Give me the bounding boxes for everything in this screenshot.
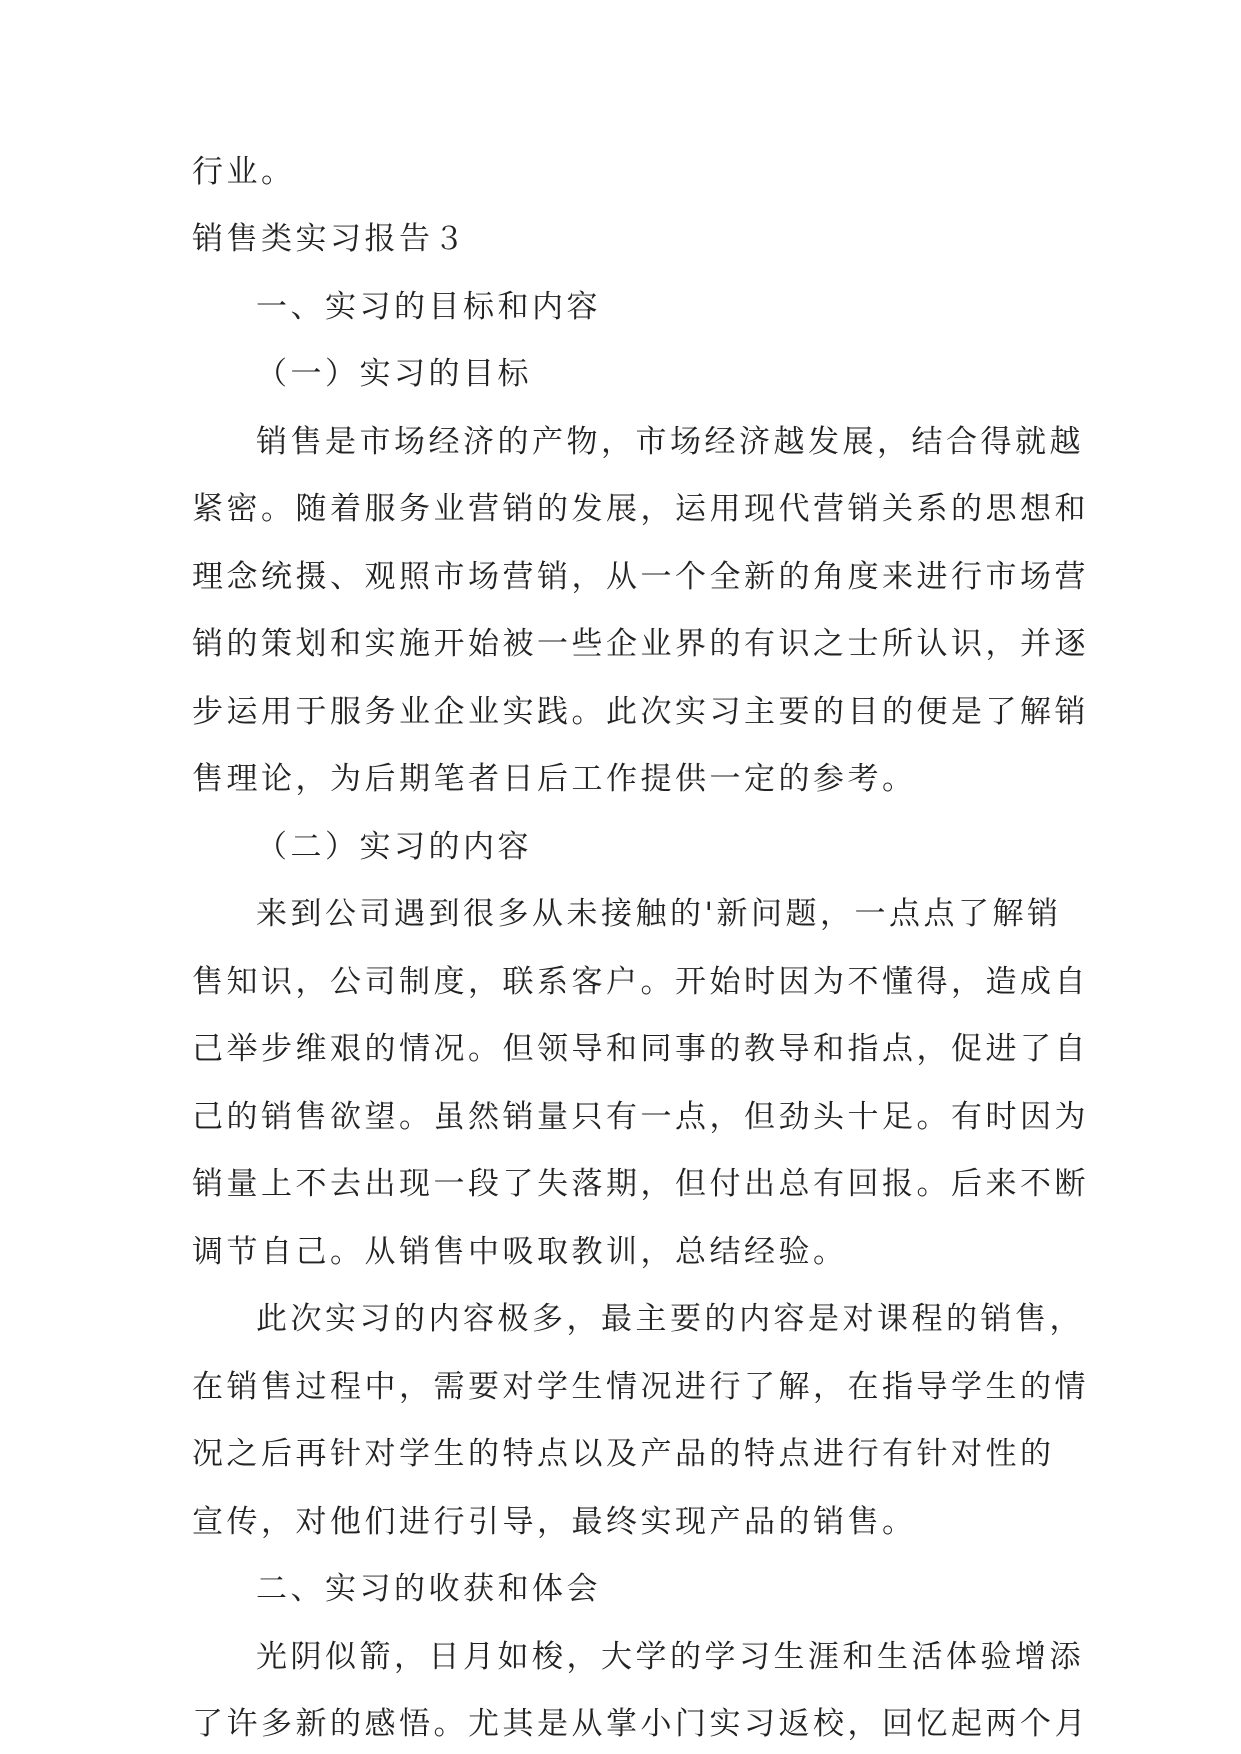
section-heading: 一、实习的目标和内容 — [256, 289, 601, 325]
report-title: 销售类实习报告３ — [192, 221, 468, 257]
section-heading: 二、实习的收获和体会 — [256, 1571, 601, 1607]
paragraph-line: 在销售过程中，需要对学生情况进行了解，在指导学生的情 — [192, 1369, 1089, 1405]
subsection-heading: （一）实习的目标 — [256, 356, 532, 392]
subsection-heading: （二）实习的内容 — [256, 829, 532, 865]
paragraph-line: 宣传，对他们进行引导，最终实现产品的销售。 — [192, 1504, 917, 1540]
paragraph-line: 光阴似箭，日月如梭，大学的学习生涯和生活体验增添 — [256, 1639, 1084, 1675]
paragraph-line: 己举步维艰的情况。但领导和同事的教导和指点，促进了自 — [192, 1031, 1089, 1067]
paragraph-line: 售理论，为后期笔者日后工作提供一定的参考。 — [192, 761, 917, 797]
text-line: 行业。 — [192, 154, 296, 190]
paragraph-line: 了许多新的感悟。尤其是从掌小门实习返校，回忆起两个月 — [192, 1706, 1089, 1742]
paragraph-line: 售知识，公司制度，联系客户。开始时因为不懂得，造成自 — [192, 964, 1089, 1000]
paragraph-line: 调节自己。从销售中吸取教训，总结经验。 — [192, 1234, 848, 1270]
paragraph-line: 己的销售欲望。虽然销量只有一点，但劲头十足。有时因为 — [192, 1099, 1089, 1135]
paragraph-line: 来到公司遇到很多从未接触的'新问题，一点点了解销 — [256, 896, 1062, 932]
paragraph-line: 紧密。随着服务业营销的发展，运用现代营销关系的思想和 — [192, 491, 1089, 527]
paragraph-line: 销售是市场经济的产物，市场经济越发展，结合得就越 — [256, 424, 1084, 460]
paragraph-line: 此次实习的内容极多，最主要的内容是对课程的销售， — [256, 1301, 1084, 1337]
paragraph-line: 销量上不去出现一段了失落期，但付出总有回报。后来不断 — [192, 1166, 1089, 1202]
paragraph-line: 理念统摄、观照市场营销，从一个全新的角度来进行市场营 — [192, 559, 1089, 595]
paragraph-line: 销的策划和实施开始被一些企业界的有识之士所认识，并逐 — [192, 626, 1089, 662]
paragraph-line: 步运用于服务业企业实践。此次实习主要的目的便是了解销 — [192, 694, 1089, 730]
paragraph-line: 况之后再针对学生的特点以及产品的特点进行有针对性的 — [192, 1436, 1055, 1472]
